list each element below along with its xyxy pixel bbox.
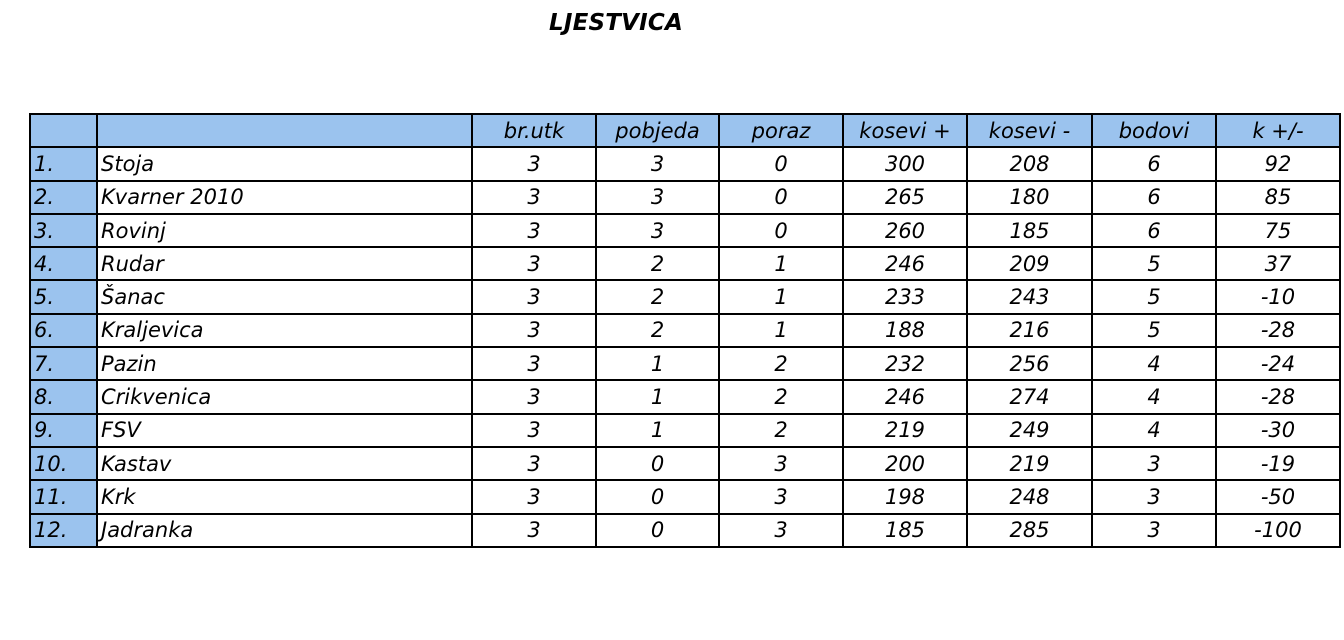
points-against-cell: 243: [967, 280, 1092, 313]
points-for-cell: 219: [843, 414, 967, 447]
losses-cell: 3: [719, 480, 843, 513]
difference-cell: 85: [1216, 181, 1340, 214]
table-row: [30, 380, 1340, 413]
difference-cell: -24: [1216, 347, 1340, 380]
header-row: [30, 114, 1340, 147]
wins-cell: 2: [596, 280, 719, 313]
losses-cell: 0: [719, 147, 843, 180]
points-for-cell: 188: [843, 314, 967, 347]
played-cell: 3: [472, 214, 596, 247]
difference-cell: -30: [1216, 414, 1340, 447]
table-row: [30, 347, 1340, 380]
losses-cell: 2: [719, 414, 843, 447]
played-cell: 3: [472, 181, 596, 214]
wins-cell: 3: [596, 181, 719, 214]
played-cell: 3: [472, 447, 596, 480]
wins-cell: 2: [596, 314, 719, 347]
losses-cell: 0: [719, 214, 843, 247]
header-rank: [30, 114, 97, 147]
points-for-cell: 300: [843, 147, 967, 180]
team-name-cell: Kvarner 2010: [97, 181, 472, 214]
header-difference: k +/-: [1216, 114, 1340, 147]
points-cell: 6: [1092, 214, 1216, 247]
table-row: [30, 480, 1340, 513]
played-cell: 3: [472, 147, 596, 180]
points-cell: 3: [1092, 447, 1216, 480]
team-name-cell: Jadranka: [97, 514, 472, 547]
points-cell: 4: [1092, 347, 1216, 380]
points-for-cell: 200: [843, 447, 967, 480]
points-for-cell: 185: [843, 514, 967, 547]
points-against-cell: 256: [967, 347, 1092, 380]
table-row: [30, 447, 1340, 480]
points-cell: 4: [1092, 380, 1216, 413]
table-row: [30, 314, 1340, 347]
difference-cell: 75: [1216, 214, 1340, 247]
standings-table: [29, 113, 1341, 548]
rank-cell: 9.: [30, 414, 97, 447]
team-name-cell: Rudar: [97, 247, 472, 280]
points-against-cell: 285: [967, 514, 1092, 547]
table-row: [30, 181, 1340, 214]
team-name-cell: Šanac: [97, 280, 472, 313]
points-against-cell: 180: [967, 181, 1092, 214]
points-for-cell: 233: [843, 280, 967, 313]
team-name-cell: Rovinj: [97, 214, 472, 247]
header-points: bodovi: [1092, 114, 1216, 147]
points-for-cell: 246: [843, 247, 967, 280]
wins-cell: 0: [596, 447, 719, 480]
losses-cell: 2: [719, 380, 843, 413]
played-cell: 3: [472, 514, 596, 547]
points-against-cell: 216: [967, 314, 1092, 347]
difference-cell: -100: [1216, 514, 1340, 547]
rank-cell: 8.: [30, 380, 97, 413]
wins-cell: 2: [596, 247, 719, 280]
points-against-cell: 219: [967, 447, 1092, 480]
team-name-cell: Crikvenica: [97, 380, 472, 413]
team-name-cell: Pazin: [97, 347, 472, 380]
wins-cell: 1: [596, 380, 719, 413]
points-for-cell: 232: [843, 347, 967, 380]
header-played: br.utk: [472, 114, 596, 147]
difference-cell: 92: [1216, 147, 1340, 180]
difference-cell: -10: [1216, 280, 1340, 313]
points-against-cell: 208: [967, 147, 1092, 180]
rank-cell: 6.: [30, 314, 97, 347]
team-name-cell: Stoja: [97, 147, 472, 180]
rank-cell: 1.: [30, 147, 97, 180]
losses-cell: 3: [719, 514, 843, 547]
points-against-cell: 249: [967, 414, 1092, 447]
points-against-cell: 248: [967, 480, 1092, 513]
page-title: LJESTVICA: [548, 10, 684, 36]
rank-cell: 5.: [30, 280, 97, 313]
rank-cell: 11.: [30, 480, 97, 513]
table-row: [30, 414, 1340, 447]
header-team: [97, 114, 472, 147]
team-name-cell: FSV: [97, 414, 472, 447]
header-points-for: kosevi +: [843, 114, 967, 147]
points-for-cell: 246: [843, 380, 967, 413]
points-for-cell: 265: [843, 181, 967, 214]
table-row: [30, 247, 1340, 280]
difference-cell: -28: [1216, 380, 1340, 413]
points-cell: 6: [1092, 147, 1216, 180]
table-row: [30, 514, 1340, 547]
wins-cell: 0: [596, 480, 719, 513]
losses-cell: 1: [719, 314, 843, 347]
wins-cell: 0: [596, 514, 719, 547]
team-name-cell: Krk: [97, 480, 472, 513]
rank-cell: 7.: [30, 347, 97, 380]
header-points-against: kosevi -: [967, 114, 1092, 147]
difference-cell: -28: [1216, 314, 1340, 347]
points-cell: 3: [1092, 514, 1216, 547]
played-cell: 3: [472, 380, 596, 413]
points-against-cell: 185: [967, 214, 1092, 247]
rank-cell: 2.: [30, 181, 97, 214]
played-cell: 3: [472, 347, 596, 380]
wins-cell: 3: [596, 147, 719, 180]
rank-cell: 3.: [30, 214, 97, 247]
played-cell: 3: [472, 314, 596, 347]
wins-cell: 1: [596, 347, 719, 380]
table-row: [30, 147, 1340, 180]
points-cell: 5: [1092, 280, 1216, 313]
wins-cell: 1: [596, 414, 719, 447]
points-cell: 4: [1092, 414, 1216, 447]
losses-cell: 3: [719, 447, 843, 480]
losses-cell: 2: [719, 347, 843, 380]
team-name-cell: Kastav: [97, 447, 472, 480]
rank-cell: 12.: [30, 514, 97, 547]
points-cell: 3: [1092, 480, 1216, 513]
rank-cell: 10.: [30, 447, 97, 480]
points-against-cell: 274: [967, 380, 1092, 413]
losses-cell: 0: [719, 181, 843, 214]
played-cell: 3: [472, 414, 596, 447]
difference-cell: 37: [1216, 247, 1340, 280]
rank-cell: 4.: [30, 247, 97, 280]
header-losses: poraz: [719, 114, 843, 147]
points-cell: 6: [1092, 181, 1216, 214]
difference-cell: -50: [1216, 480, 1340, 513]
points-for-cell: 198: [843, 480, 967, 513]
losses-cell: 1: [719, 280, 843, 313]
losses-cell: 1: [719, 247, 843, 280]
points-for-cell: 260: [843, 214, 967, 247]
points-cell: 5: [1092, 247, 1216, 280]
header-wins: pobjeda: [596, 114, 719, 147]
points-cell: 5: [1092, 314, 1216, 347]
table-row: [30, 214, 1340, 247]
difference-cell: -19: [1216, 447, 1340, 480]
team-name-cell: Kraljevica: [97, 314, 472, 347]
played-cell: 3: [472, 280, 596, 313]
points-against-cell: 209: [967, 247, 1092, 280]
played-cell: 3: [472, 247, 596, 280]
played-cell: 3: [472, 480, 596, 513]
table-row: [30, 280, 1340, 313]
wins-cell: 3: [596, 214, 719, 247]
